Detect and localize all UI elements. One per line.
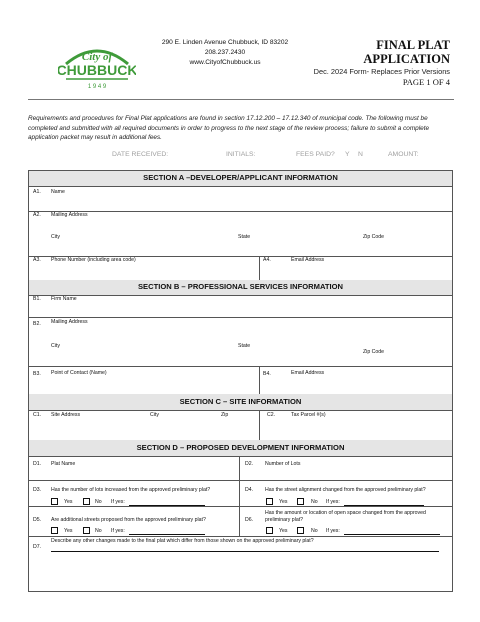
b3-b4-row — [29, 366, 452, 395]
address-text: 290 E. Linden Avenue Chubbuck, ID 83202 — [161, 39, 289, 46]
fees-no-label: N — [358, 151, 363, 158]
intro-paragraph: Requirements and procedures for Final Plat applications are found in section 17.12.200 – 17.12.340 of municipal code. The following must be completed and submitted with all required documents in order to progress to the next stage of the review process; failure to submit a complete application packet may result in additional fees. — [28, 115, 430, 142]
d3-no-checkbox[interactable] — [83, 498, 90, 505]
website-link[interactable]: www.CityofChubbuck.us — [189, 59, 261, 66]
application-form — [28, 170, 453, 592]
d7-number: D7. — [33, 544, 42, 550]
c1-number: C1. — [33, 412, 42, 418]
b3-contact-label[interactable]: Point of Contact (Name) — [51, 370, 107, 376]
b3-number: B3. — [33, 371, 41, 377]
logo-main-text: CHUBBUCK — [58, 62, 136, 78]
d3-if-yes-label: If yes: — [111, 499, 125, 505]
d3-d4-row — [29, 480, 452, 507]
b1-label: Firm Name — [51, 296, 77, 302]
d2-number: D2. — [245, 461, 254, 467]
d3-no-label: No — [95, 499, 102, 505]
d4-yes-checkbox[interactable] — [266, 498, 273, 505]
form-title — [363, 38, 450, 66]
initials-label: INITIALS: — [226, 151, 256, 158]
title-line-2: APPLICATION — [363, 52, 450, 66]
d6-question-line-1: Has the amount or location of open space changed from the approved — [265, 510, 426, 516]
logo-top-text: City of — [81, 51, 113, 63]
d2-lots-label[interactable]: Number of Lots — [265, 461, 301, 467]
b2-zip-label: Zip Code — [363, 349, 385, 355]
a2-zip-label: Zip Code — [363, 234, 385, 240]
d1-d2-divider — [239, 456, 240, 480]
a1-number: A1. — [33, 189, 41, 195]
date-received-label: DATE RECEIVED: — [112, 151, 169, 158]
b1-firm-field[interactable] — [29, 295, 452, 318]
city-logo — [58, 42, 136, 92]
d5-if-yes-line[interactable] — [129, 534, 205, 535]
c2-parcel-label[interactable]: Tax Parcel #(s) — [291, 412, 326, 418]
b2-mailing-field[interactable] — [29, 317, 452, 367]
d5-yes-label: Yes — [64, 528, 73, 534]
d5-no-label: No — [95, 528, 102, 534]
a4-number: A4. — [263, 257, 271, 263]
d4-if-yes-label: If yes: — [326, 499, 340, 505]
d5-d6-row — [29, 506, 452, 537]
b4-number: B4. — [263, 371, 271, 377]
b2-city-label: City — [51, 343, 60, 349]
d6-no-checkbox[interactable] — [297, 527, 304, 534]
fees-yes-label: Y — [345, 151, 350, 158]
d7-answer-line[interactable] — [51, 551, 439, 552]
logo-year-text: 1 9 4 9 — [87, 84, 107, 90]
a4-email-label[interactable]: Email Address — [291, 257, 325, 263]
c1-city-label: City — [150, 412, 159, 418]
d4-no-label: No — [311, 499, 318, 505]
b2-state-label: State — [238, 343, 251, 349]
d6-if-yes-line[interactable] — [344, 534, 440, 535]
b3-b4-divider — [259, 366, 260, 394]
d1-d2-row — [29, 456, 452, 481]
contact-block — [140, 38, 310, 68]
b2-label: Mailing Address — [51, 319, 88, 325]
d3-question: Has the number of lots increased from the approved preliminary plat? — [51, 487, 211, 493]
d1-plat-name-label[interactable]: Plat Name — [51, 461, 76, 467]
d5-yes-checkbox[interactable] — [51, 527, 58, 534]
a3-a4-row — [29, 256, 452, 281]
d3-yes-checkbox[interactable] — [51, 498, 58, 505]
d4-yes-label: Yes — [279, 499, 288, 505]
d5-question: Are additional streets proposed from the approved preliminary plat? — [51, 517, 206, 523]
c2-number: C2. — [267, 412, 276, 418]
a1-label: Name — [51, 189, 65, 195]
b4-email-label[interactable]: Email Address — [291, 370, 325, 376]
header-divider — [28, 99, 454, 100]
d6-if-yes-label: If yes: — [326, 528, 340, 534]
d3-yes-label: Yes — [64, 499, 73, 505]
a2-city-label: City — [51, 234, 60, 240]
section-d-header: SECTION D – PROPOSED DEVELOPMENT INFORMATION — [29, 440, 452, 457]
a3-number: A3. — [33, 257, 41, 263]
d6-question-line-2: preliminary plat? — [265, 517, 304, 523]
d3-d4-divider — [239, 480, 240, 506]
d6-yes-label: Yes — [279, 528, 288, 534]
d6-yes-checkbox[interactable] — [266, 527, 273, 534]
d5-number: D5. — [33, 517, 42, 523]
a2-mailing-field[interactable] — [29, 211, 452, 257]
a3-a4-divider — [259, 256, 260, 280]
c1-site-label[interactable]: Site Address — [51, 412, 81, 418]
d6-number: D6. — [245, 517, 254, 523]
a2-state-label: State — [238, 234, 251, 240]
d7-row — [29, 536, 452, 592]
b2-number: B2. — [33, 321, 41, 327]
d4-question: Has the street alignment changed from the approved preliminary plat? — [265, 487, 426, 493]
section-a-header: SECTION A –DEVELOPER/APPLICANT INFORMATION — [29, 171, 452, 187]
phone-text: 208.237.2430 — [204, 49, 246, 56]
d6-no-label: No — [311, 528, 318, 534]
d1-number: D1. — [33, 461, 42, 467]
a1-name-field[interactable] — [29, 186, 452, 212]
title-line-1: FINAL PLAT — [376, 38, 450, 52]
d4-number: D4. — [245, 487, 254, 493]
amount-label: AMOUNT: — [388, 151, 419, 158]
page-number: PAGE 1 OF 4 — [402, 77, 450, 87]
a3-phone-label[interactable]: Phone Number (including area code) — [51, 257, 136, 263]
a2-number: A2. — [33, 212, 41, 218]
d7-question: Describe any other changes made to the final plat which differ from those shown on the approved preliminary plat? — [51, 538, 314, 544]
b1-number: B1. — [33, 296, 41, 302]
d5-no-checkbox[interactable] — [83, 527, 90, 534]
c1-c2-divider — [259, 410, 260, 440]
c1-c2-row — [29, 410, 452, 441]
c1-zip-label: Zip — [221, 412, 229, 418]
section-c-header: SECTION C – SITE INFORMATION — [29, 394, 452, 411]
fees-paid-label: FEES PAID? — [296, 151, 335, 158]
d4-no-checkbox[interactable] — [297, 498, 304, 505]
d5-d6-divider — [239, 506, 240, 536]
section-b-header: SECTION B – PROFESSIONAL SERVICES INFORMATION — [29, 280, 452, 296]
d5-if-yes-label: If yes: — [111, 528, 125, 534]
a2-label: Mailing Address — [51, 212, 88, 218]
form-version: Dec. 2024 Form- Replaces Prior Versions — [313, 67, 450, 76]
d3-number: D3. — [33, 487, 42, 493]
